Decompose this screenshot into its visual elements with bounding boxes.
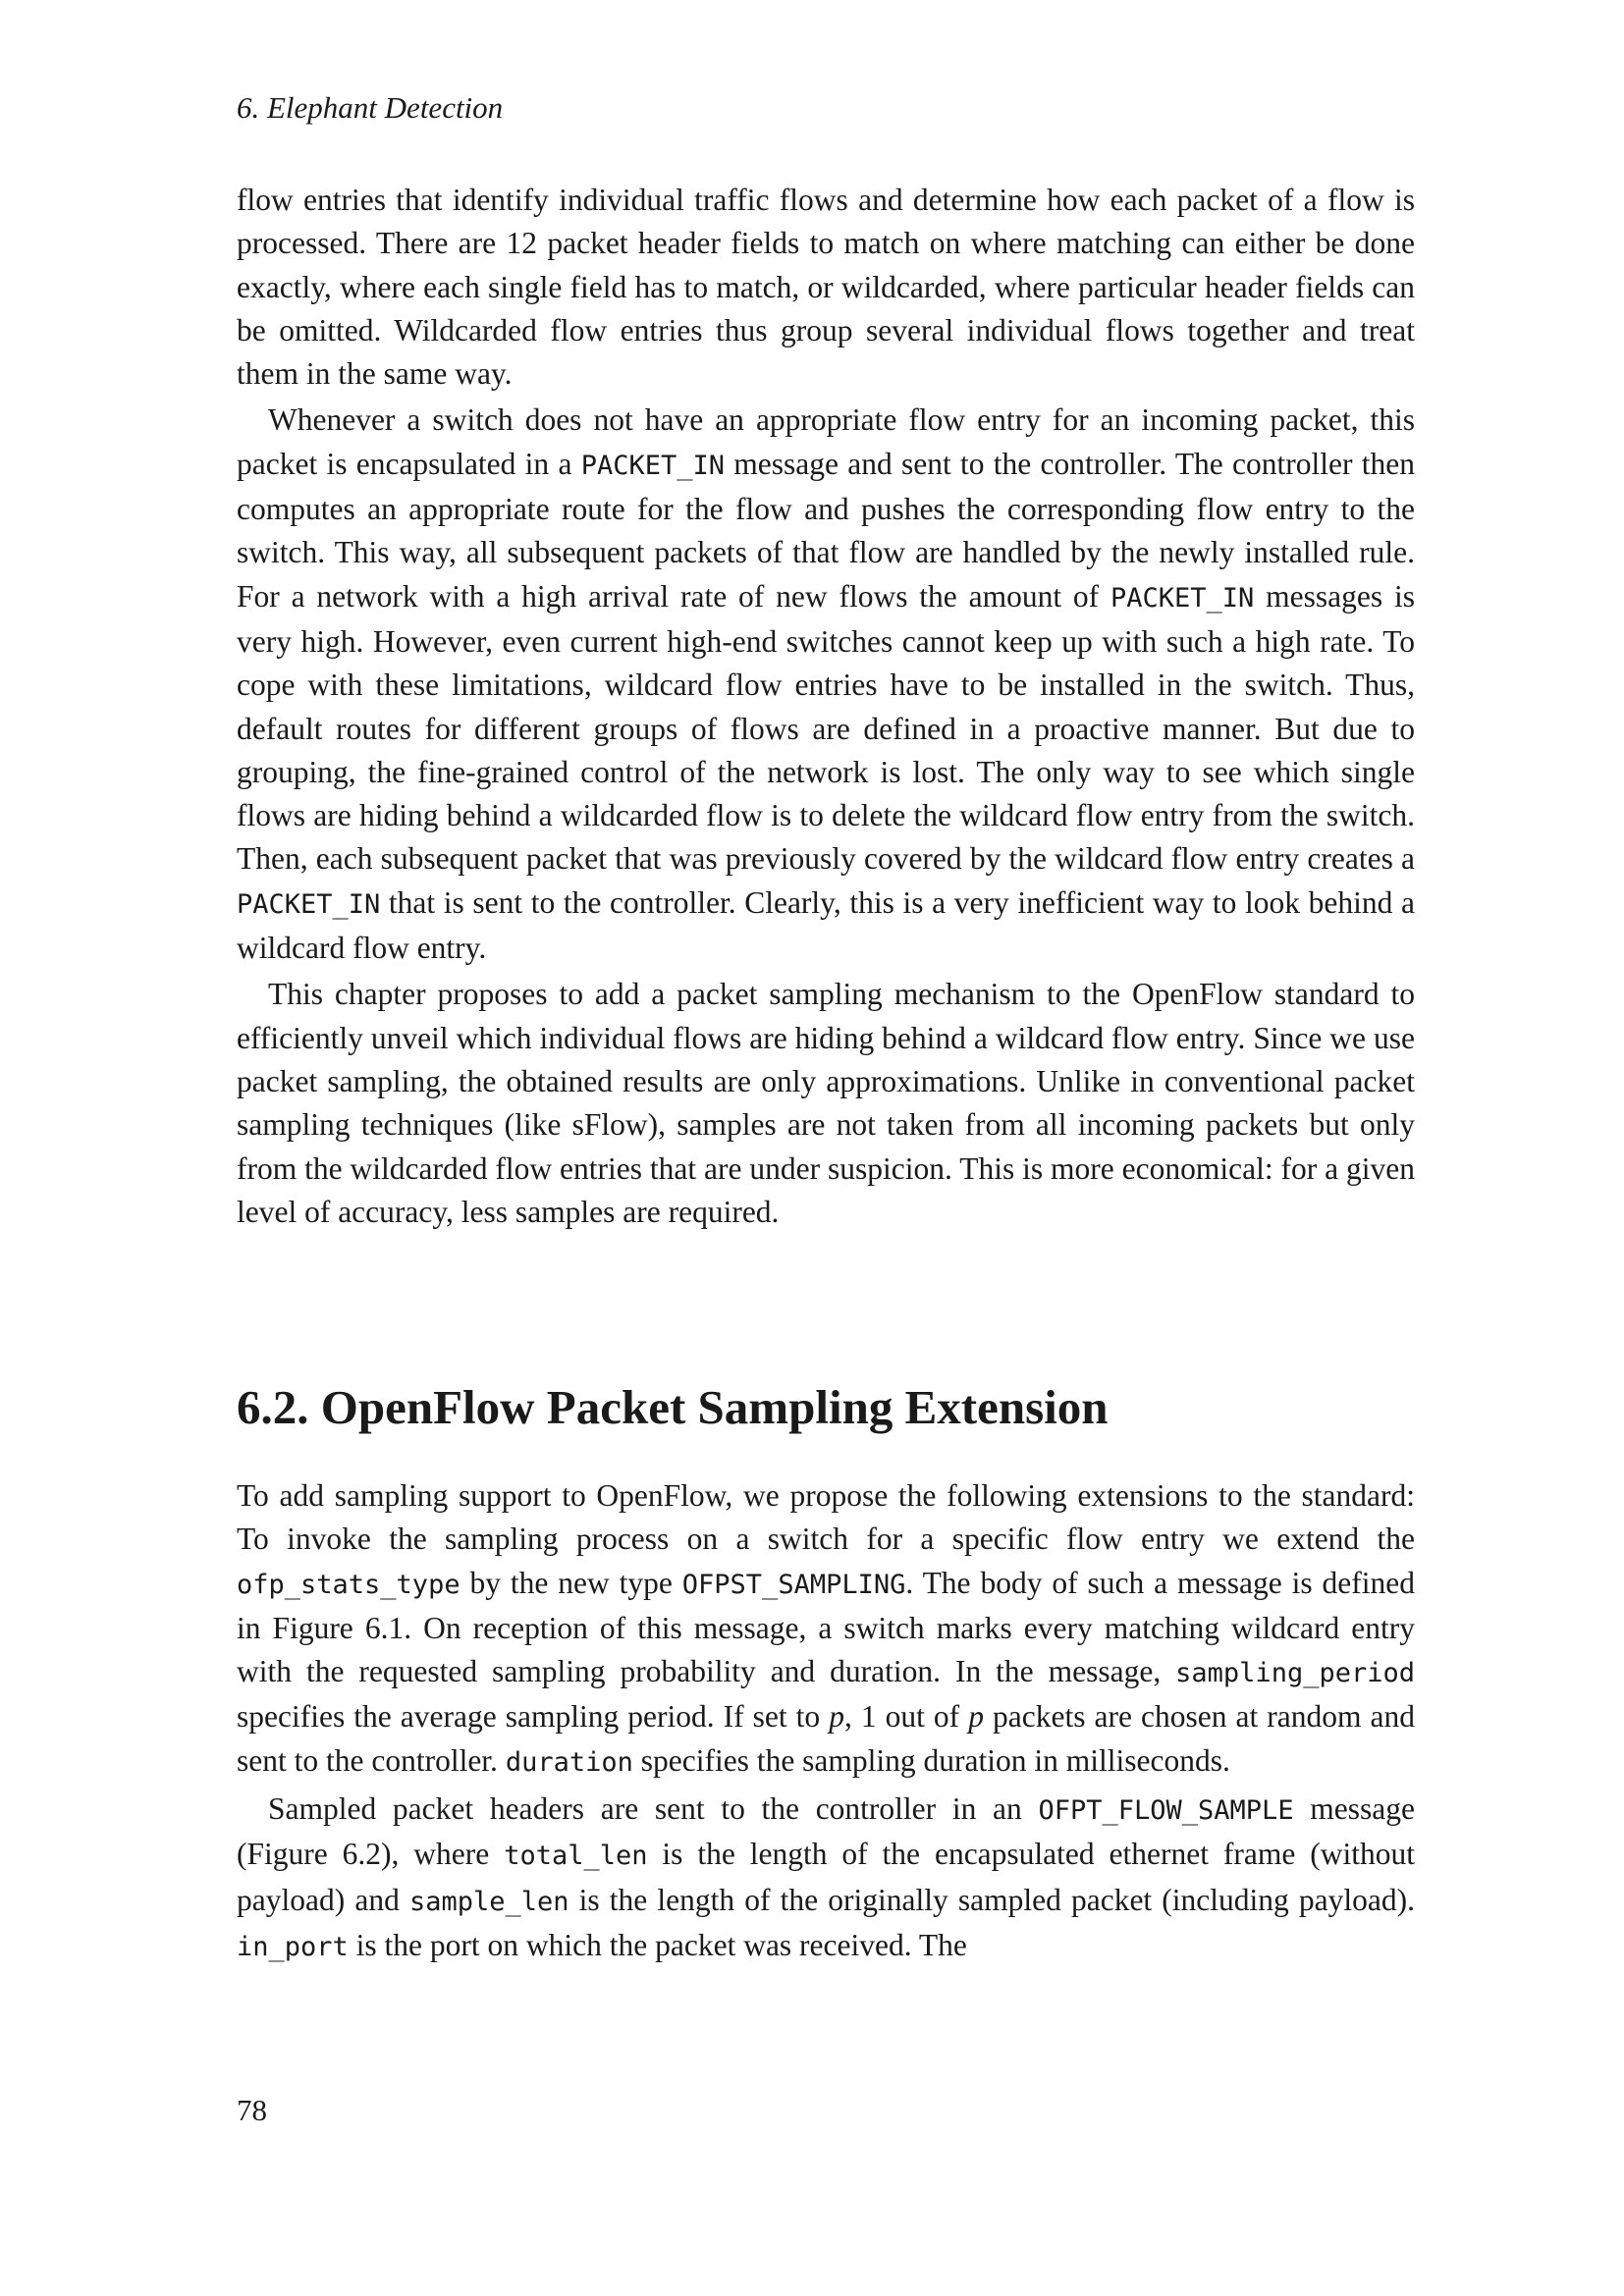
code-packet-in: PACKET_IN: [237, 888, 381, 920]
code-ofpst-sampling: OFPST_SAMPLING: [681, 1569, 906, 1600]
text-run: is the length of the originally sampled packet (including payload).: [568, 1882, 1415, 1917]
paragraph-sampling-support: [237, 1474, 1415, 1785]
text-run: that is sent to the controller. Clearly, this is a very inefficient way to look behind a wildcard flow entry.: [237, 884, 1415, 966]
paragraph-chapter-proposal: This chapter proposes to add a packet sampling mechanism to the OpenFlow standard to efficiently unveil which individual flows are hiding behind a wildcard flow entry. Since we use packet sampling, the obtained results are only approximations. Unlike in conventional packet sampling techniques (like sFlow), samples are not taken from all incoming packets but only from the wildcarded flow entries that are under suspicion. This is more economical: for a given level of accuracy, less samples are required.: [237, 977, 1415, 1229]
code-total-len: total_len: [504, 1841, 648, 1872]
text-run: packets are chosen at random and sent to the controller.: [237, 1699, 1415, 1778]
section-body: [237, 1474, 1415, 1969]
text-run: To add sampling support to OpenFlow, we propose the following extensions to the standard: To invoke the sampling process on a switch for a specific flow entry we extend the: [237, 1478, 1415, 1557]
text-run: message (Figure 6.2), where: [237, 1791, 1415, 1872]
code-duration: duration: [505, 1746, 633, 1778]
text-run: specifies the sampling duration in milliseconds.: [632, 1742, 1230, 1778]
page-number: 78: [237, 2093, 267, 2127]
code-sample-len: sample_len: [408, 1886, 569, 1917]
paragraph-packet-in: [237, 399, 1415, 970]
paragraph-flow-entries: flow entries that identify individual traffic flows and determine how each packet of a flow is processed. There are 12 packet header fields to match on where matching can either be done exactly, where each single field has to match, or wildcarded, where particular header fields can be omitted. Wildcarded flow entries thus group several individual flows together and treat them in the same way.: [237, 183, 1415, 392]
code-packet-in: PACKET_IN: [1110, 582, 1255, 614]
code-ofpt-flow-sample: OFPT_FLOW_SAMPLE: [1038, 1795, 1294, 1827]
code-sampling-period: sampling_period: [1175, 1658, 1415, 1689]
section-heading: 6.2. OpenFlow Packet Sampling Extension: [237, 1380, 1109, 1434]
text-run: messages is very high. However, even current high-end switches cannot keep up with such a high rate. To cope with these limitations, wildcard flow entries have to be installed in the switch. Thus, default routes for different groups of flows are defined in a proactive manner. But due to grouping, the fine-grained control of the network is lost. The only way to see which single flows are hiding behind a wildcarded flow is to delete the wildcard flow entry from the switch. Then, each subsequent packet that was previously covered by the wildcard flow entry creates a: [237, 578, 1415, 877]
running-head: 6. Elephant Detection: [237, 90, 504, 125]
code-in-port: in_port: [237, 1931, 349, 1962]
paragraph-flow-sample: [237, 1788, 1415, 1969]
text-run: message and sent to the controller. The controller then computes an appropriate route for the flow and pushes the corresponding flow entry to the switch. This way, all subsequent packets of that flow are handled by the newly installed rule. For a network with a high arrival rate of new flows the amount of: [237, 446, 1416, 614]
text-run: . The body of such a message is defined in Figure 6.1. On reception of this message, a switch marks every matching wildcard entry with the requested sampling probability and duration. In the message,: [237, 1565, 1415, 1689]
code-ofp-stats-type: ofp_stats_type: [237, 1569, 460, 1600]
text-run: by the new type: [460, 1565, 682, 1600]
text-run: specifies the average sampling period. If set to: [237, 1699, 830, 1735]
code-packet-in: PACKET_IN: [580, 450, 726, 481]
variable-p: p: [829, 1699, 844, 1735]
section-heading-container: [237, 1378, 1415, 1437]
text-run: Whenever a switch does not have an appropriate flow entry for an incoming packet, this packet is encapsulated in a: [237, 402, 1415, 481]
document-page: [237, 0, 1415, 2296]
variable-p: p: [968, 1699, 984, 1735]
text-run: Sampled packet headers are sent to the controller in an: [268, 1791, 1039, 1827]
body-text: [237, 179, 1415, 1234]
text-run: is the port on which the packet was received. The: [348, 1927, 967, 1962]
text-run: , 1 out of: [843, 1699, 969, 1735]
text-run: is the length of the encapsulated ethernet frame (without payload) and: [237, 1837, 1416, 1917]
